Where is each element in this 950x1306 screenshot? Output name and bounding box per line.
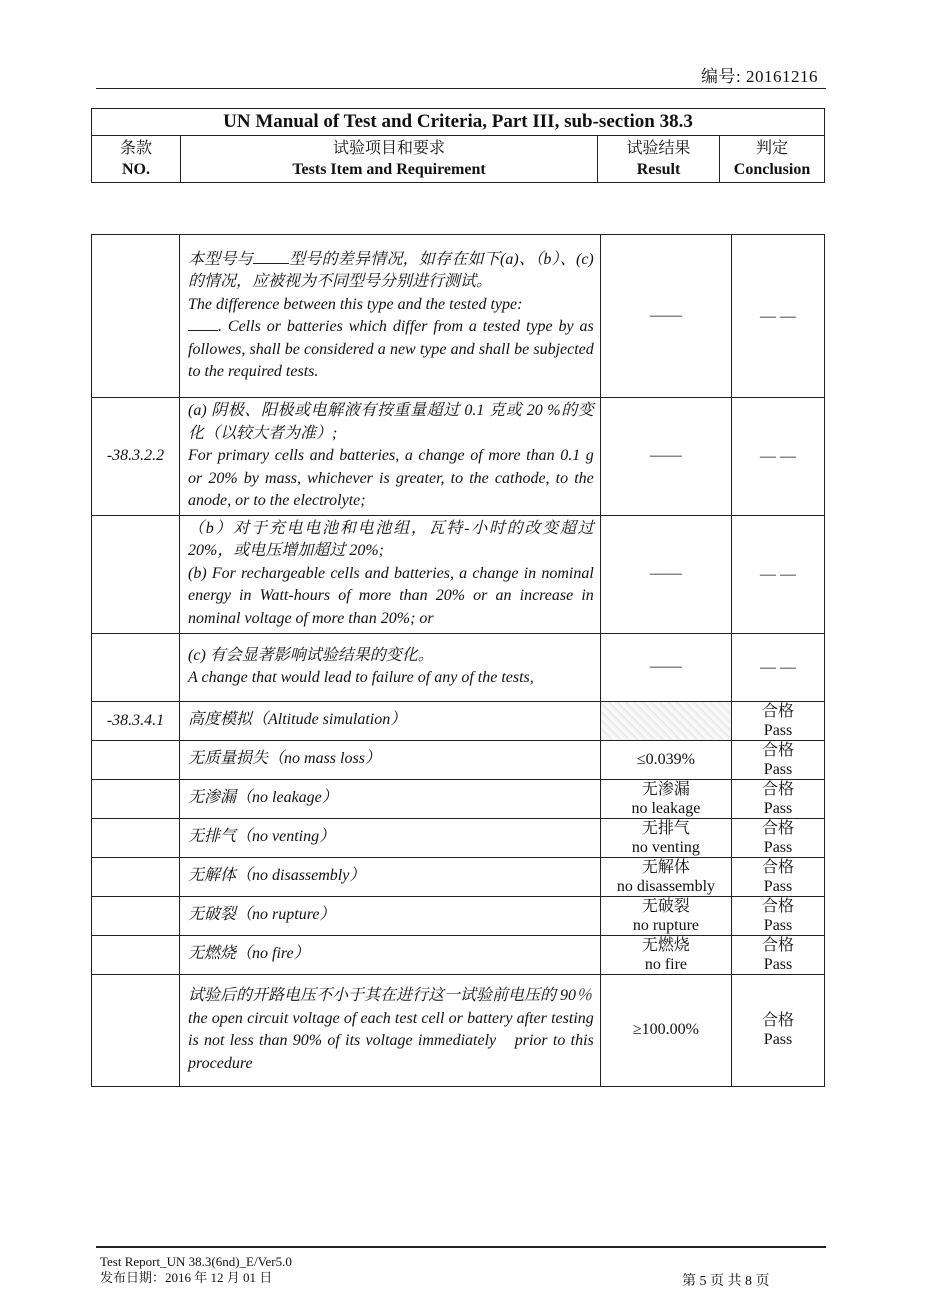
requirement-text bbox=[180, 974, 601, 1086]
conclusion-en: Pass bbox=[763, 760, 793, 778]
conclusion-cell bbox=[732, 740, 825, 779]
conclusion-cell: — — bbox=[732, 398, 825, 516]
result-cell: —— bbox=[600, 398, 731, 516]
table-row bbox=[92, 235, 825, 398]
conclusion-cell bbox=[732, 857, 825, 896]
table-row bbox=[92, 974, 825, 1086]
clause-number bbox=[92, 857, 180, 896]
header-conclusion-cn: 判定 bbox=[755, 140, 788, 157]
conclusion-cell: — — bbox=[732, 515, 825, 633]
table-row bbox=[92, 398, 825, 516]
conclusion-cn: 合格 bbox=[762, 897, 795, 915]
test-item: 无渗漏（no leakage） bbox=[180, 779, 601, 818]
table-row bbox=[92, 633, 825, 701]
requirement-text bbox=[180, 398, 601, 516]
redacted-result bbox=[600, 701, 731, 740]
table-row bbox=[92, 515, 825, 633]
result-cn: 无燃烧 bbox=[641, 936, 690, 954]
conclusion-cell: — — bbox=[732, 235, 825, 398]
clause-number: -38.3.4.1 bbox=[92, 701, 180, 740]
header-item-en: Tests Item and Requirement bbox=[292, 161, 486, 178]
result-cell bbox=[600, 779, 731, 818]
clause-number bbox=[92, 633, 180, 701]
conclusion-cell bbox=[732, 935, 825, 974]
conclusion-cell: — — bbox=[732, 633, 825, 701]
test-results-table bbox=[91, 234, 825, 1087]
result-cell: ≥100.00% bbox=[600, 974, 731, 1086]
header-no bbox=[92, 136, 181, 183]
header-result-en: Result bbox=[636, 161, 681, 178]
header-result bbox=[598, 136, 720, 183]
requirement-cn-part2: 型号的差异情况，如存在如下(a)、（b）、(c)的情况，应被视为不同型号分别进行测试。 bbox=[188, 250, 594, 290]
blank-line bbox=[253, 251, 289, 264]
result-en: no disassembly bbox=[616, 877, 716, 895]
conclusion-en: Pass bbox=[763, 799, 793, 817]
clause-number bbox=[92, 740, 180, 779]
requirement-en-part2: . Cells or batteries which differ from a tested type by as followes, shall be considered a new type and shall be subjected to the required tests. bbox=[188, 318, 594, 380]
table-row bbox=[92, 779, 825, 818]
table-row bbox=[92, 818, 825, 857]
table-row bbox=[92, 935, 825, 974]
result-cn: 无渗漏 bbox=[641, 780, 690, 798]
result-en: no venting bbox=[631, 838, 700, 856]
conclusion-cell bbox=[732, 779, 825, 818]
conclusion-cell bbox=[732, 896, 825, 935]
test-item: 高度模拟（Altitude simulation） bbox=[180, 701, 601, 740]
result-cell: —— bbox=[600, 633, 731, 701]
conclusion-en: Pass bbox=[763, 721, 793, 739]
conclusion-cell bbox=[732, 701, 825, 740]
result-en: no fire bbox=[644, 955, 688, 973]
conclusion-cn: 合格 bbox=[762, 741, 795, 759]
conclusion-en: Pass bbox=[763, 877, 793, 895]
conclusion-en: Pass bbox=[763, 1031, 793, 1048]
conclusion-cn: 合格 bbox=[762, 702, 795, 720]
issue-date: 发布日期：2016 年 12 月 01 日 bbox=[100, 1270, 273, 1285]
table-row bbox=[92, 701, 825, 740]
requirement-en-part1: The difference between this type and the tested type: bbox=[188, 295, 523, 313]
blank-line bbox=[188, 318, 218, 331]
conclusion-en: Pass bbox=[763, 916, 793, 934]
conclusion-cell bbox=[732, 974, 825, 1086]
requirement-en: For primary cells and batteries, a change of more than 0.1 g or 20% by mass, whichever is greater, to the cathode, to the anode, or to the electrolyte; bbox=[188, 447, 594, 509]
result-cell: —— bbox=[600, 235, 731, 398]
clause-number bbox=[92, 974, 180, 1086]
result-cell: ≤0.039% bbox=[600, 740, 731, 779]
result-cell bbox=[600, 818, 731, 857]
clause-number bbox=[92, 935, 180, 974]
result-cn: 无解体 bbox=[641, 858, 690, 876]
result-cell bbox=[600, 857, 731, 896]
clause-number bbox=[92, 779, 180, 818]
clause-number bbox=[92, 896, 180, 935]
clause-number bbox=[92, 515, 180, 633]
conclusion-cn: 合格 bbox=[762, 858, 795, 876]
result-cn: 无排气 bbox=[641, 819, 690, 837]
standard-title: UN Manual of Test and Criteria, Part III, sub-section 38.3 bbox=[92, 109, 825, 136]
header-item-cn: 试验项目和要求 bbox=[332, 140, 445, 157]
header-result-cn: 试验结果 bbox=[626, 140, 691, 157]
report-number: 编号: 20161216 bbox=[701, 67, 818, 86]
header-item bbox=[181, 136, 598, 183]
test-item: 无解体（no disassembly） bbox=[180, 857, 601, 896]
header-conclusion bbox=[720, 136, 825, 183]
conclusion-en: Pass bbox=[763, 955, 793, 973]
report-header-table bbox=[91, 108, 825, 183]
requirement-cn: (c) 有会显著影响试验结果的变化。 bbox=[188, 646, 434, 664]
header-rule bbox=[96, 88, 826, 89]
conclusion-cn: 合格 bbox=[762, 780, 795, 798]
result-cell bbox=[600, 896, 731, 935]
header-no-en: NO. bbox=[122, 161, 150, 178]
test-item: 无破裂（no rupture） bbox=[180, 896, 601, 935]
requirement-cn: （b）对于充电电池和电池组，瓦特-小时的改变超过 20%，或电压增加超过 20%; bbox=[188, 519, 594, 560]
test-item: 无排气（no venting） bbox=[180, 818, 601, 857]
requirement-en: (b) For rechargeable cells and batteries, a change in nominal energy in Watt-hours of more than 20% or an increase in nominal voltage of more than 20%; or bbox=[188, 564, 594, 627]
conclusion-cn: 合格 bbox=[762, 936, 795, 954]
table-row bbox=[92, 740, 825, 779]
requirement-cn: (a) 阴极、阳极或电解液有按重量超过 0.1 克或 20 %的变化（以较大者为准）; bbox=[188, 402, 594, 442]
header-conclusion-en: Conclusion bbox=[733, 161, 811, 178]
report-version: Test Report_UN 38.3(6nd)_E/Ver5.0 bbox=[100, 1254, 292, 1269]
table-row bbox=[92, 896, 825, 935]
requirement-en: A change that would lead to failure of any of the tests, bbox=[188, 669, 534, 686]
conclusion-cn: 合格 bbox=[762, 819, 795, 837]
requirement-en: the open circuit voltage of each test cell or battery after testing is not less than 90% of its voltage immediately prior to this procedure bbox=[188, 1009, 594, 1072]
requirement-text bbox=[180, 633, 601, 701]
footer-info bbox=[100, 1254, 292, 1286]
result-en: no rupture bbox=[632, 916, 700, 934]
header-no-cn: 条款 bbox=[119, 140, 152, 157]
requirement-text bbox=[180, 515, 601, 633]
test-item: 无质量损失（no mass loss） bbox=[180, 740, 601, 779]
result-cn: 无破裂 bbox=[641, 897, 690, 915]
result-en: no leakage bbox=[631, 799, 701, 817]
conclusion-cell bbox=[732, 818, 825, 857]
footer-rule bbox=[96, 1246, 826, 1248]
clause-number bbox=[92, 818, 180, 857]
result-cell bbox=[600, 935, 731, 974]
requirement-text bbox=[180, 235, 601, 398]
clause-number: -38.3.2.2 bbox=[92, 398, 180, 516]
conclusion-en: Pass bbox=[763, 838, 793, 856]
conclusion-cn: 合格 bbox=[762, 1012, 795, 1029]
page-number: 第 5 页 共 8 页 bbox=[682, 1274, 770, 1289]
test-item: 无燃烧（no fire） bbox=[180, 935, 601, 974]
clause-number bbox=[92, 235, 180, 398]
requirement-cn: 试验后的开路电压不小于其在进行这一试验前电压的 90％ bbox=[188, 987, 593, 1004]
table-row bbox=[92, 857, 825, 896]
result-cell: —— bbox=[600, 515, 731, 633]
requirement-cn-part1: 本型号与 bbox=[188, 250, 253, 268]
